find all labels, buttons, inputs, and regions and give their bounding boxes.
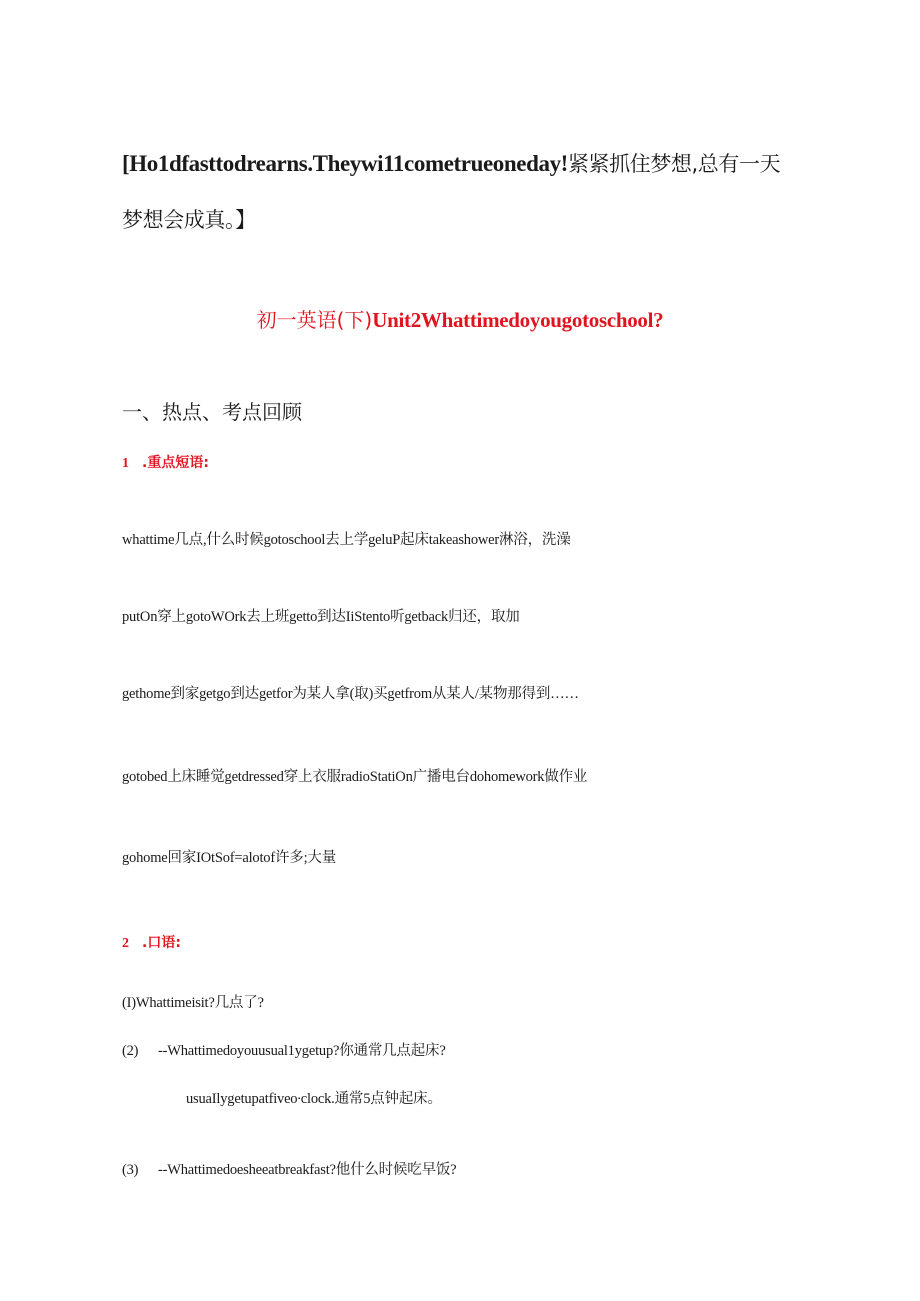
subheading-label: .重点短语: (142, 455, 209, 471)
question-text: --Whattimedoyouusual1ygetup?你通常几点起床? (158, 1043, 446, 1059)
title-english: Unit2Whattimedoyougotoschool? (372, 308, 664, 332)
subheading-number: 1 (122, 456, 129, 471)
subheading-label: .口语: (142, 935, 181, 951)
phrase-line: gohome回家IOtSof=alotof许多;大量 (122, 850, 337, 866)
motto-line-2 (122, 204, 256, 234)
motto-english: [Ho1dfasttodrearns.Theywi11cometrueoneday! (122, 151, 568, 176)
item-number: (3) (122, 1162, 139, 1178)
phrase-line: whattime几点,什么时候gotoschool去上学geluP起床takeashower淋浴，洗澡 (122, 532, 571, 548)
page-title (0, 304, 920, 333)
motto-line-1 (122, 148, 780, 178)
oral-answer-2: usuaIlygetupatfiveo∙clock.通常5点钟起床。 (186, 1091, 442, 1107)
title-chinese: 初一英语(下) (256, 308, 373, 332)
section-heading: 一、热点、考点回顾 (122, 400, 302, 424)
phrase-line: gethome到家getgo到达getfor为某人拿(取)买getfrom从某人/某物那得到…… (122, 686, 579, 702)
motto-chinese-end: 梦想会成真。】 (122, 208, 256, 232)
oral-question-2 (122, 1039, 446, 1060)
subheading-oral (122, 932, 181, 952)
question-text: --Whattimedoesheeatbreakfast?他什么时候吃早饭? (158, 1162, 457, 1178)
phrase-line: putOn穿上gotoWOrk去上班getto到达IiStento听getback归还，取加 (122, 609, 520, 625)
motto-chinese: 紧紧抓住梦想,总有一天 (567, 152, 781, 176)
oral-question-1: (I)Whattimeisit?几点了? (122, 995, 264, 1011)
oral-question-3 (122, 1158, 456, 1179)
item-number: (2) (122, 1043, 139, 1059)
phrase-line: gotobed上床睡觉getdressed穿上衣服radioStatiOn广播电台dohomework做作业 (122, 769, 588, 785)
subheading-key-phrases (122, 452, 209, 472)
subheading-number: 2 (122, 936, 129, 951)
